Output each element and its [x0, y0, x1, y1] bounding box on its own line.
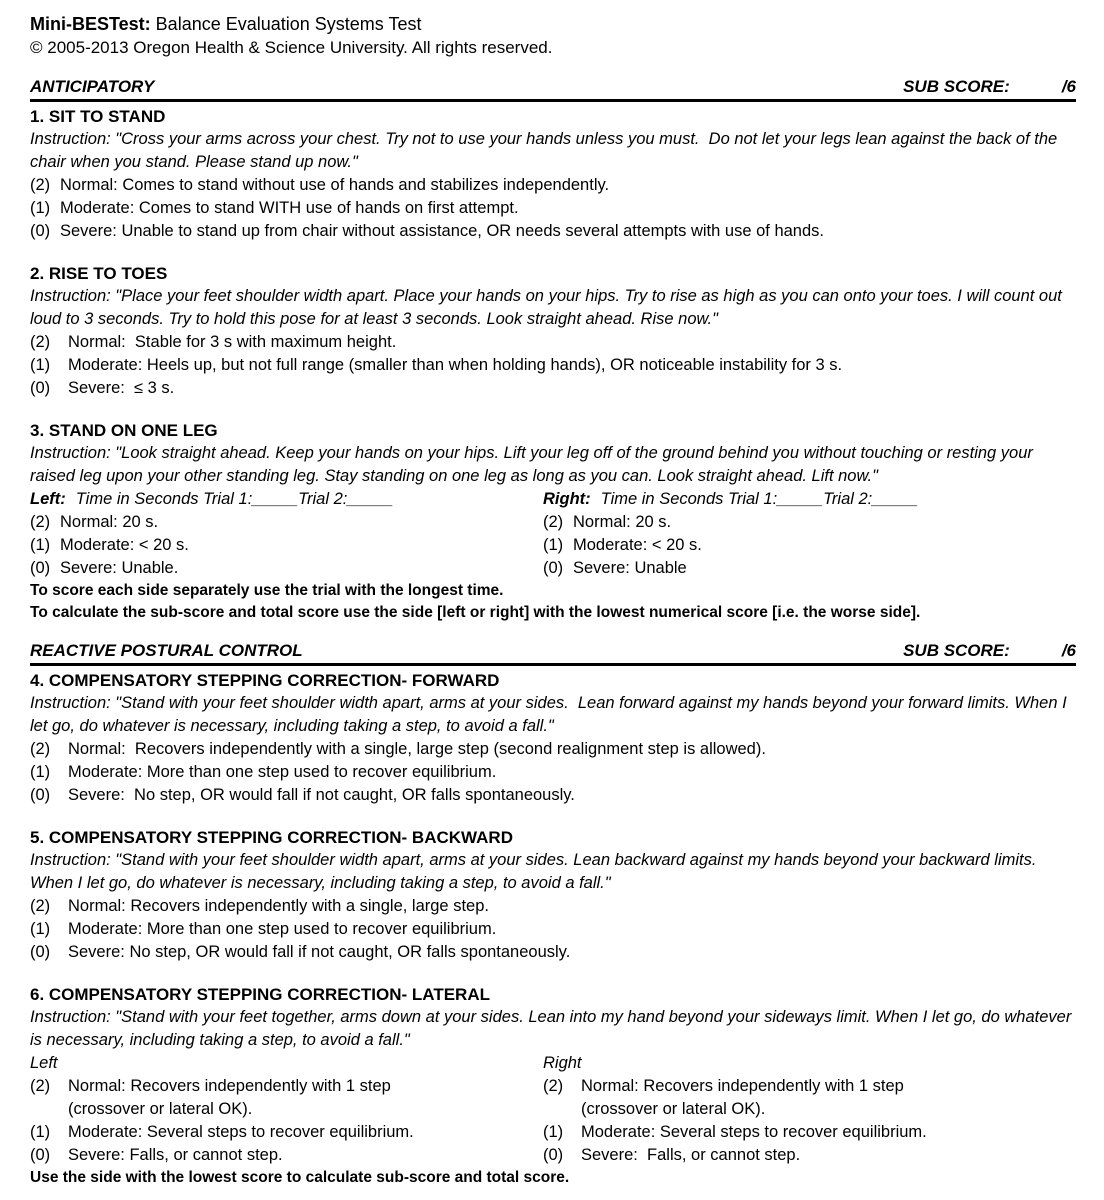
score-option-number: (0) — [30, 1146, 51, 1164]
left-right-label-row — [30, 1052, 1076, 1075]
score-option-text: Normal: Comes to stand without use of hands and stabilizes independently. — [60, 176, 610, 194]
score-option — [543, 534, 1076, 557]
score-option — [30, 220, 1076, 243]
score-option — [30, 354, 1076, 377]
score-option — [543, 1075, 1076, 1098]
right-trial-line — [543, 488, 1076, 511]
section-heading: ANTICIPATORY — [30, 77, 155, 96]
left-trial-blanks: Time in Seconds Trial 1:_____Trial 2:_____ — [75, 490, 394, 508]
test-item-4-stepping-forward — [30, 669, 1076, 807]
test-item-2-rise-to-toes — [30, 262, 1076, 400]
item-title: 6. COMPENSATORY STEPPING CORRECTION- LATERAL — [30, 985, 490, 1004]
score-option-text: Severe: Falls, or cannot step. — [581, 1146, 801, 1164]
score-option-text: Normal: Recovers independently with a single, large step. — [68, 897, 489, 915]
test-item-6-stepping-lateral — [30, 983, 1076, 1189]
right-score-column — [543, 511, 1076, 580]
score-option-continuation: (crossover or lateral OK). — [581, 1100, 766, 1118]
right-label: Right — [543, 1054, 582, 1072]
score-option — [543, 1144, 1076, 1167]
left-label: Left: — [30, 490, 66, 508]
sub-score-area — [903, 76, 1076, 97]
item-title: 3. STAND ON ONE LEG — [30, 421, 218, 440]
score-option-number: (1) — [30, 1123, 51, 1141]
score-option — [30, 511, 543, 534]
test-item-1-sit-to-stand — [30, 105, 1076, 243]
score-option-number: (2) — [30, 897, 51, 915]
score-option-number: (0) — [30, 559, 51, 577]
score-option-number: (1) — [30, 536, 51, 554]
score-option-text: Normal: Recovers independently with 1 step — [581, 1077, 904, 1095]
score-option — [30, 918, 1076, 941]
score-option-text: Severe: Unable. — [60, 559, 179, 577]
section-header-reactive-postural-control — [30, 640, 1076, 666]
score-option — [30, 941, 1076, 964]
left-trial-line — [30, 488, 543, 511]
sub-score-denominator: /6 — [1061, 641, 1076, 660]
scoring-note: Use the side with the lowest score to calculate sub-score and total score. — [30, 1169, 570, 1186]
section-header-anticipatory — [30, 76, 1076, 102]
score-option — [30, 1121, 543, 1144]
scoring-note: To calculate the sub-score and total score use the side [left or right] with the lowest numerical score [i.e. the worse side]. — [30, 604, 921, 621]
left-right-scoring-columns — [30, 511, 1076, 580]
score-option-text: Moderate: Comes to stand WITH use of hands on first attempt. — [60, 199, 519, 217]
score-option-number: (1) — [30, 920, 51, 938]
score-option — [30, 534, 543, 557]
right-label: Right: — [543, 490, 591, 508]
score-option — [30, 1075, 543, 1098]
scoring-note: To score each side separately use the trial with the longest time. — [30, 582, 504, 599]
score-option-text: Moderate: < 20 s. — [573, 536, 702, 554]
score-option-number: (2) — [543, 1077, 564, 1095]
score-option-number: (0) — [30, 222, 51, 240]
score-option — [30, 174, 1076, 197]
score-option — [30, 377, 1076, 400]
score-option — [30, 761, 1076, 784]
score-option-number: (1) — [30, 199, 51, 217]
sub-score-area — [903, 640, 1076, 661]
score-option — [30, 197, 1076, 220]
score-option-text: Moderate: Heels up, but not full range (smaller than when holding hands), OR noticeable instability for 3 s. — [68, 356, 843, 374]
score-option-text: Moderate: More than one step used to recover equilibrium. — [68, 920, 497, 938]
score-option-number: (2) — [30, 176, 51, 194]
score-option — [30, 557, 543, 580]
score-option — [30, 784, 1076, 807]
item-title: 5. COMPENSATORY STEPPING CORRECTION- BACKWARD — [30, 828, 513, 847]
item-instruction: Instruction: "Place your feet shoulder width apart. Place your hands on your hips. Try to rise as high as you can onto your toes. I will count out loud to 3 seconds. Try to hold this pose for at least 3 seconds. Look straight ahead. Rise now." — [30, 287, 1067, 328]
score-option-text: Normal: 20 s. — [573, 513, 672, 531]
score-option-text: Moderate: < 20 s. — [60, 536, 189, 554]
test-item-3-stand-on-one-leg — [30, 419, 1076, 624]
section-heading: REACTIVE POSTURAL CONTROL — [30, 641, 303, 660]
score-option — [30, 1144, 543, 1167]
item-instruction: Instruction: "Look straight ahead. Keep your hands on your hips. Lift your leg off of the ground behind you without touching or resting your raised leg upon your other standing leg. Stay standing on one leg as long as you can. Look straight ahead. Lift now." — [30, 444, 1038, 485]
right-score-column — [543, 1075, 1076, 1167]
score-option-number: (1) — [30, 356, 51, 374]
score-option-text: Normal: 20 s. — [60, 513, 159, 531]
score-option — [30, 331, 1076, 354]
sub-score-label: SUB SCORE: — [903, 641, 1010, 660]
score-option-text: Moderate: Several steps to recover equilibrium. — [581, 1123, 927, 1141]
item-instruction: Instruction: "Cross your arms across your chest. Try not to use your hands unless you must. Do not let your legs lean against the back of the chair when you stand. Please stand up now." — [30, 130, 1062, 171]
score-option-number: (1) — [543, 536, 564, 554]
copyright-line: © 2005-2013 Oregon Health & Science University. All rights reserved. — [30, 38, 553, 57]
document-title-text: Balance Evaluation Systems Test — [150, 14, 422, 34]
document-title-label: Mini-BESTest: — [30, 14, 151, 34]
score-option — [543, 1121, 1076, 1144]
item-instruction: Instruction: "Stand with your feet shoulder width apart, arms at your sides. Lean forward against my hands beyond your forward limits. When I let go, do whatever is necessary, including taking a step, to avoid a fall." — [30, 694, 1072, 735]
item-title: 2. RISE TO TOES — [30, 264, 168, 283]
score-option — [30, 895, 1076, 918]
score-option-text: Normal: Recovers independently with 1 step — [68, 1077, 391, 1095]
score-option-number: (1) — [30, 763, 51, 781]
left-label: Left — [30, 1054, 58, 1072]
item-instruction: Instruction: "Stand with your feet together, arms down at your sides. Lean into my hand beyond your sideways limit. When I let go, do whatever is necessary, including taking a step, to avoid a fall." — [30, 1008, 1076, 1049]
score-option-text: Severe: No step, OR would fall if not caught, OR falls spontaneously. — [68, 786, 575, 804]
score-option-text: Severe: Unable to stand up from chair without assistance, OR needs several attempts with use of hands. — [60, 222, 824, 240]
score-option-text: Severe: Unable — [573, 559, 687, 577]
right-trial-blanks: Time in Seconds Trial 1:_____Trial 2:_____ — [600, 490, 919, 508]
score-option — [543, 557, 1076, 580]
score-option-text: Severe: ≤ 3 s. — [68, 379, 175, 397]
sub-score-denominator: /6 — [1061, 77, 1076, 96]
score-option-number: (0) — [30, 943, 51, 961]
score-option-number: (2) — [30, 1077, 51, 1095]
item-title: 4. COMPENSATORY STEPPING CORRECTION- FORWARD — [30, 671, 500, 690]
score-option-number: (0) — [30, 379, 51, 397]
score-option-text: Severe: Falls, or cannot step. — [68, 1146, 283, 1164]
score-option-number: (0) — [543, 1146, 564, 1164]
score-option-number: (0) — [543, 559, 564, 577]
score-option-text: Severe: No step, OR would fall if not caught, OR falls spontaneously. — [68, 943, 571, 961]
score-option-text: Normal: Recovers independently with a single, large step (second realignment step is allowed). — [68, 740, 766, 758]
score-option-number: (1) — [543, 1123, 564, 1141]
trial-time-row — [30, 488, 1076, 511]
score-option-text: Moderate: More than one step used to recover equilibrium. — [68, 763, 497, 781]
score-option-continuation: (crossover or lateral OK). — [68, 1100, 253, 1118]
score-option-number: (2) — [30, 333, 51, 351]
left-score-column — [30, 511, 543, 580]
item-title: 1. SIT TO STAND — [30, 107, 166, 126]
score-option-number: (2) — [30, 740, 51, 758]
test-item-5-stepping-backward — [30, 826, 1076, 964]
score-option — [30, 738, 1076, 761]
score-option-number: (2) — [30, 513, 51, 531]
left-score-column — [30, 1075, 543, 1167]
item-instruction: Instruction: "Stand with your feet shoulder width apart, arms at your sides. Lean backward against my hands beyond your backward limits. When I let go, do whatever is necessary, including taking a step, to avoid a fall." — [30, 851, 1042, 892]
score-option-number: (0) — [30, 786, 51, 804]
score-option-number: (2) — [543, 513, 564, 531]
left-right-scoring-columns — [30, 1075, 1076, 1167]
score-option-text: Moderate: Several steps to recover equilibrium. — [68, 1123, 414, 1141]
document-title — [30, 12, 1076, 36]
sub-score-label: SUB SCORE: — [903, 77, 1010, 96]
score-option-text: Normal: Stable for 3 s with maximum height. — [68, 333, 397, 351]
score-option — [543, 511, 1076, 534]
